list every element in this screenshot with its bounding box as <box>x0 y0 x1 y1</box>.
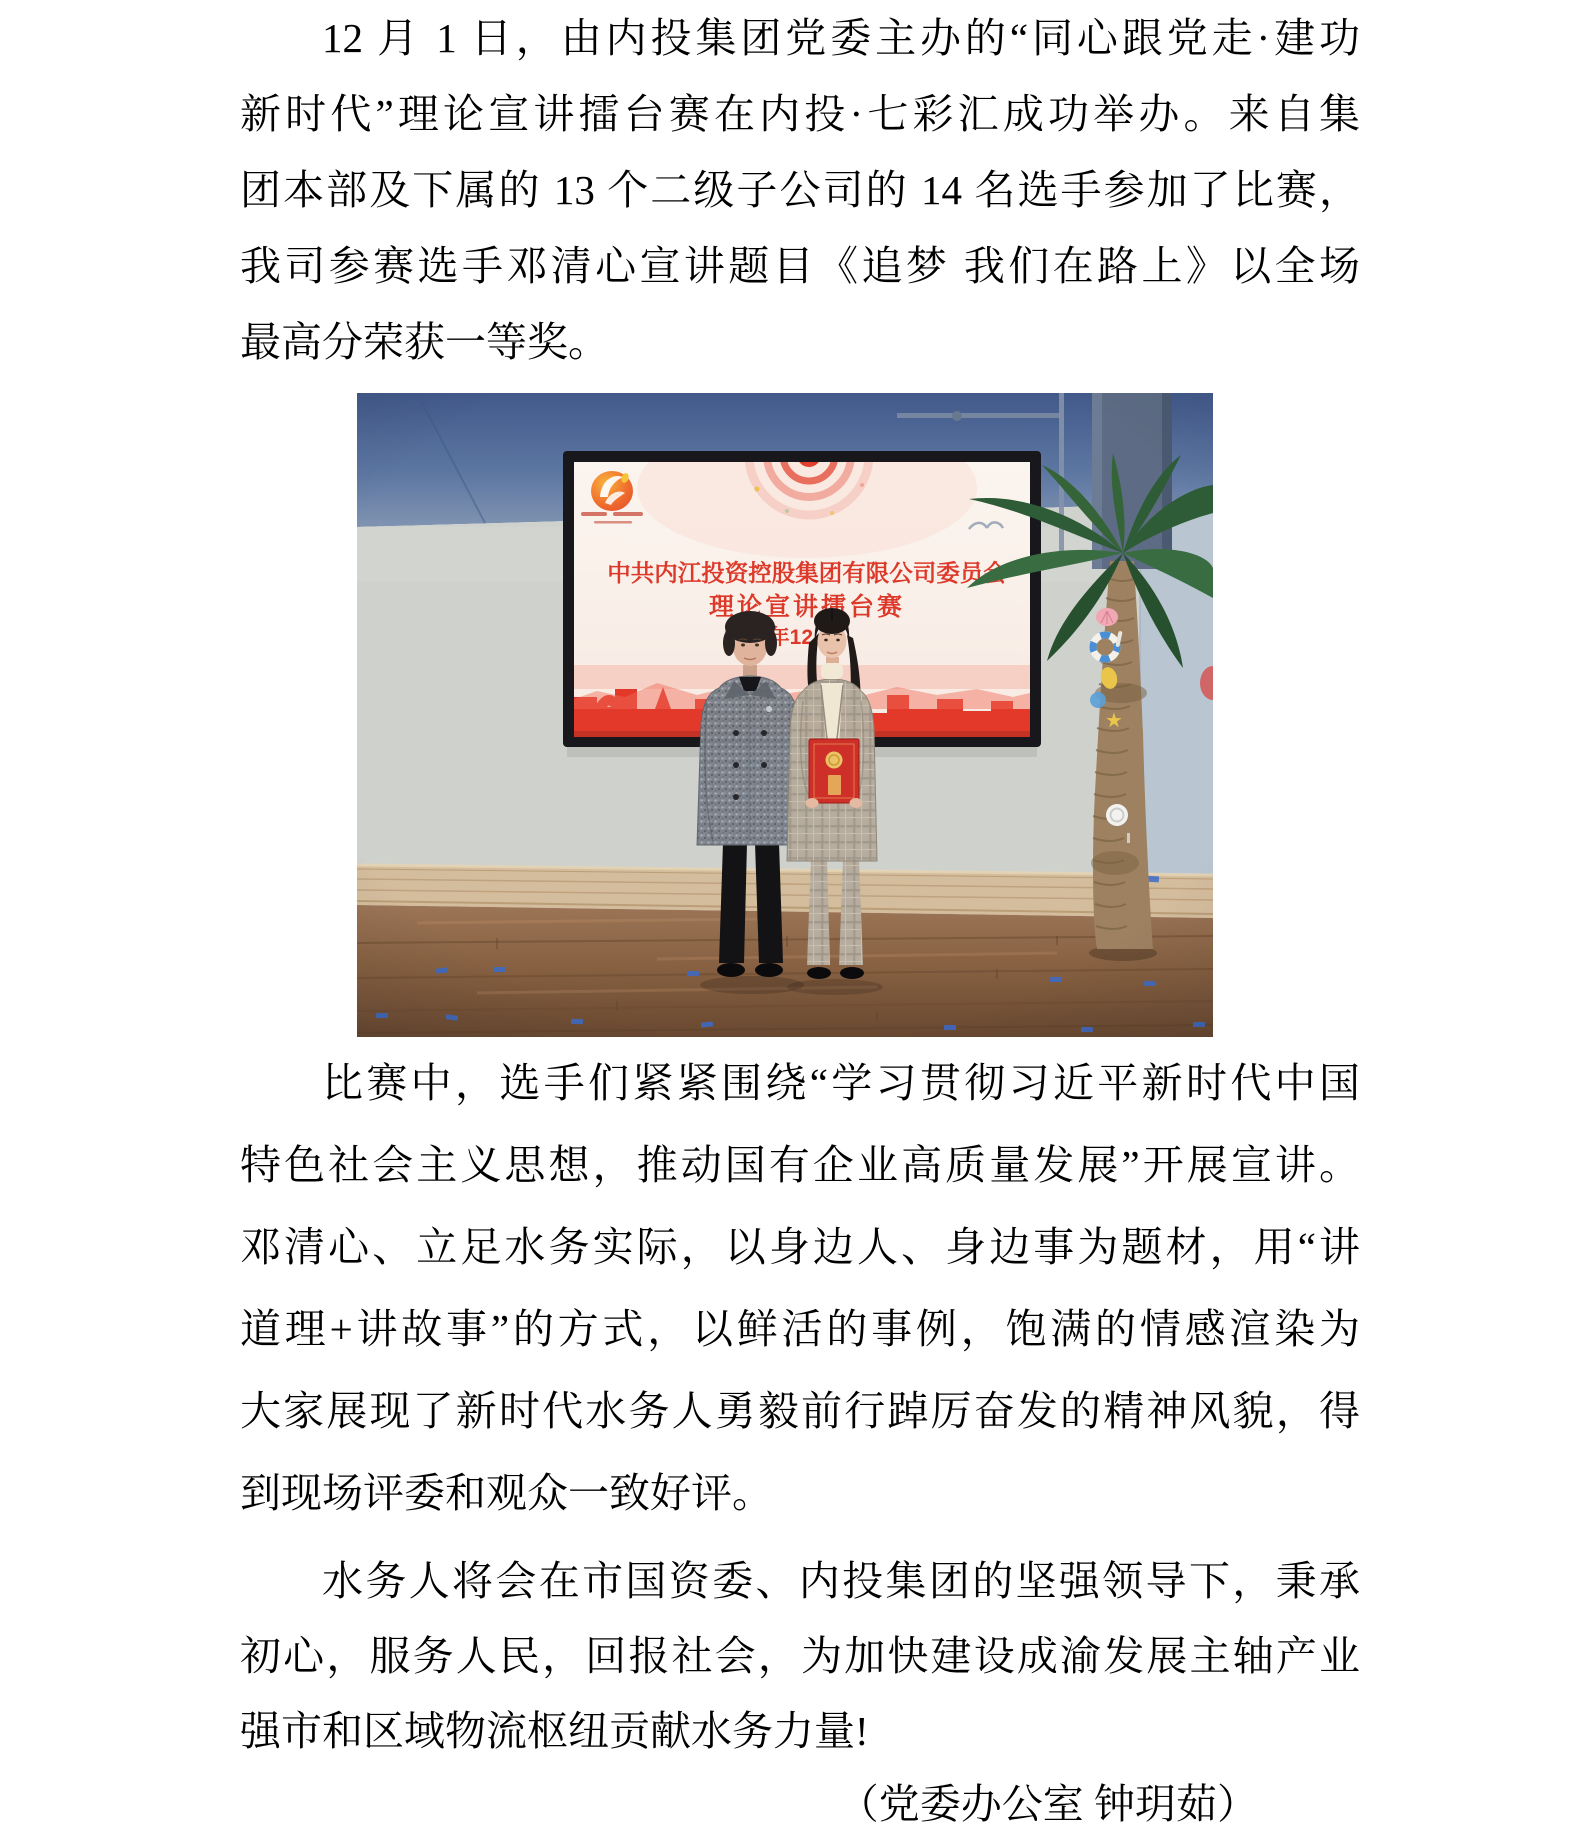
text-line: 团本部及下属的 13 个二级子公司的 14 名选手参加了比赛， <box>240 167 1360 213</box>
text-line: 最高分荣获一等奖。 <box>240 319 609 365</box>
text-line: 初心，服务人民，回报社会，为加快建设成渝发展主轴产业 <box>240 1633 1360 1679</box>
text-line: 到现场评委和观众一致好评。 <box>240 1470 773 1516</box>
signature: （党委办公室 钟玥茹） <box>837 1781 1258 1827</box>
text-line: 强市和区域物流枢纽贡献水务力量! <box>240 1708 869 1754</box>
text-line: 比赛中，选手们紧紧围绕“学习贯彻习近平新时代中国 <box>322 1060 1360 1106</box>
text-line: 我司参赛选手邓清心宣讲题目《追梦 我们在路上》以全场 <box>240 243 1360 289</box>
paragraph-3 <box>240 1544 1360 1769</box>
text-line: 大家展现了新时代水务人勇毅前行踔厉奋发的精神风貌，得 <box>240 1388 1360 1434</box>
text-line: 特色社会主义思想，推动国有企业高质量发展”开展宣讲。 <box>240 1142 1360 1188</box>
text-line: 邓清心、立足水务实际，以身边人、身边事为题材，用“讲 <box>240 1224 1360 1270</box>
text-line: 水务人将会在市国资委、内投集团的坚强领导下，秉承 <box>322 1558 1360 1604</box>
text-line: 道理+讲故事”的方式，以鲜活的事例，饱满的情感渲染为 <box>240 1306 1360 1352</box>
event-photo <box>357 393 1213 1037</box>
paragraph-1 <box>240 0 1360 380</box>
text-line: 新时代”理论宣讲擂台赛在内投·七彩汇成功举办。来自集 <box>240 91 1360 137</box>
paragraph-2 <box>240 1042 1360 1534</box>
text-line: 12 月 1 日，由内投集团党委主办的“同心跟党走·建功 <box>322 15 1360 61</box>
